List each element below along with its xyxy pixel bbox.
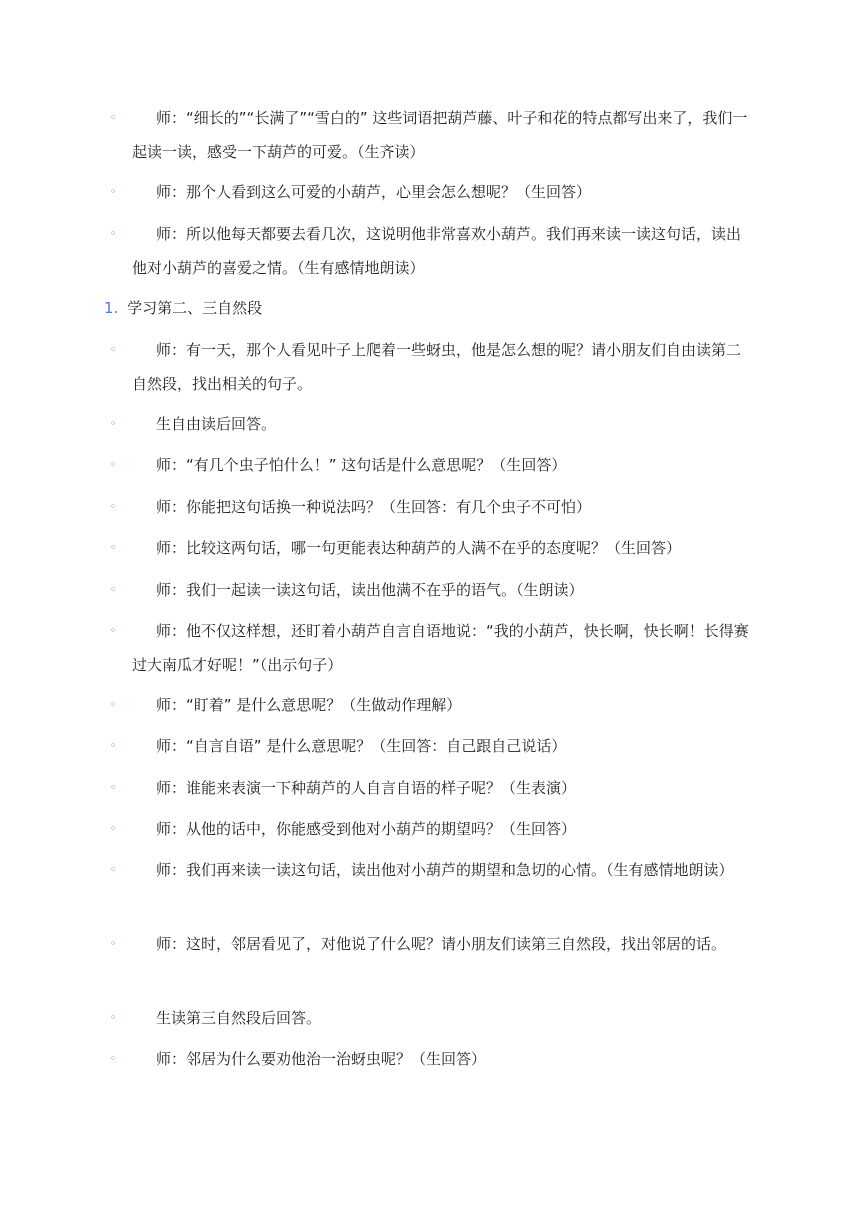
list-item-text: 师：从他的话中，你能感受到他对小葫芦的期望吗？（生回答） [156, 820, 577, 838]
bullet-icon: ◦ [109, 1052, 117, 1065]
bullet-icon: ◦ [109, 583, 117, 596]
bullet-icon: ◦ [109, 111, 117, 124]
bullet-icon: ◦ [109, 739, 117, 752]
list-item-text: 生读第三自然段后回答。 [156, 1009, 322, 1027]
list-item-text: 师：有一天，那个人看见叶子上爬着一些蚜虫，他是怎么想的呢？请小朋友们自由读第二自然段，找出相关的句子。 [132, 341, 742, 393]
list-item [109, 1042, 752, 1076]
list-item [109, 927, 752, 961]
list-item [109, 217, 752, 285]
list-item [109, 812, 752, 846]
section-number: 1. [104, 299, 119, 317]
bullet-icon: ◦ [109, 1011, 117, 1024]
list-item-text: 师：“细长的”“长满了”“雪白的” 这些词语把葫芦藤、叶子和花的特点都写出来了，我们一起读一读，感受一下葫芦的可爱。（生齐读） [132, 109, 748, 161]
list-item-text: 师：我们一起读一读这句话，读出他满不在乎的语气。（生朗读） [156, 581, 584, 599]
list-item-text: 师：他不仅这样想，还盯着小葫芦自言自语地说：“我的小葫芦，快长啊，快长啊！长得赛过大南瓜才好呢！”（出示句子） [132, 622, 749, 674]
list-item-text: 师：那个人看到这么可爱的小葫芦，心里会怎么想呢？（生回答） [156, 183, 592, 201]
bullet-icon: ◦ [109, 624, 117, 637]
list-item [109, 853, 752, 887]
list-item-text: 师：谁能来表演一下种葫芦的人自言自语的样子呢？（生表演） [156, 779, 577, 797]
list-item [109, 333, 752, 401]
list-item [109, 407, 752, 441]
bullet-icon: ◦ [109, 541, 117, 554]
list-item [109, 573, 752, 607]
list-item [109, 490, 752, 524]
bullet-icon: ◦ [109, 185, 117, 198]
list-item-text: 生自由读后回答。 [156, 415, 277, 433]
list-item-text: 师：这时，邻居看见了，对他说了什么呢？请小朋友们读第三自然段，找出邻居的话。 [156, 935, 727, 953]
section-title: 学习第二、三自然段 [127, 299, 263, 317]
bullet-icon: ◦ [109, 937, 117, 950]
list-item [109, 729, 752, 763]
bullet-icon: ◦ [109, 822, 117, 835]
list-item [109, 101, 752, 169]
list-item-text: 师：“自言自语” 是什么意思呢？（生回答：自己跟自己说话） [156, 737, 567, 755]
list-item [109, 688, 752, 722]
list-item-text: 师：你能把这句话换一种说法吗？（生回答：有几个虫子不可怕） [156, 498, 592, 516]
list-item [109, 448, 752, 482]
bullet-icon: ◦ [109, 343, 117, 356]
list-item-text: 师：我们再来读一读这句话，读出他对小葫芦的期望和急切的心情。（生有感情地朗读） [156, 861, 734, 879]
list-item [109, 1001, 752, 1035]
list-item-text: 师：所以他每天都要去看几次，这说明他非常喜欢小葫芦。我们再来读一读这句话，读出他对小葫芦的喜爱之情。（生有感情地朗读） [132, 225, 742, 277]
bullet-icon: ◦ [109, 500, 117, 513]
list-item [109, 771, 752, 805]
bullet-icon: ◦ [109, 458, 117, 471]
list-item-text: 师：“有几个虫子怕什么！” 这句话是什么意思呢？（生回答） [156, 456, 567, 474]
bullet-icon: ◦ [109, 417, 117, 430]
bullet-icon: ◦ [109, 227, 117, 240]
bullet-icon: ◦ [109, 863, 117, 876]
list-item [109, 175, 752, 209]
bullet-icon: ◦ [109, 781, 117, 794]
list-item [109, 531, 752, 565]
list-item-text: 师：比较这两句话，哪一句更能表达种葫芦的人满不在乎的态度呢？（生回答） [156, 539, 682, 557]
section-heading [104, 291, 764, 325]
bullet-icon: ◦ [109, 698, 117, 711]
list-item-text: 师：邻居为什么要劝他治一治蚜虫呢？（生回答） [156, 1050, 487, 1068]
list-item-text: 师：“盯着” 是什么意思呢？（生做动作理解） [156, 696, 462, 714]
list-item [109, 614, 752, 682]
